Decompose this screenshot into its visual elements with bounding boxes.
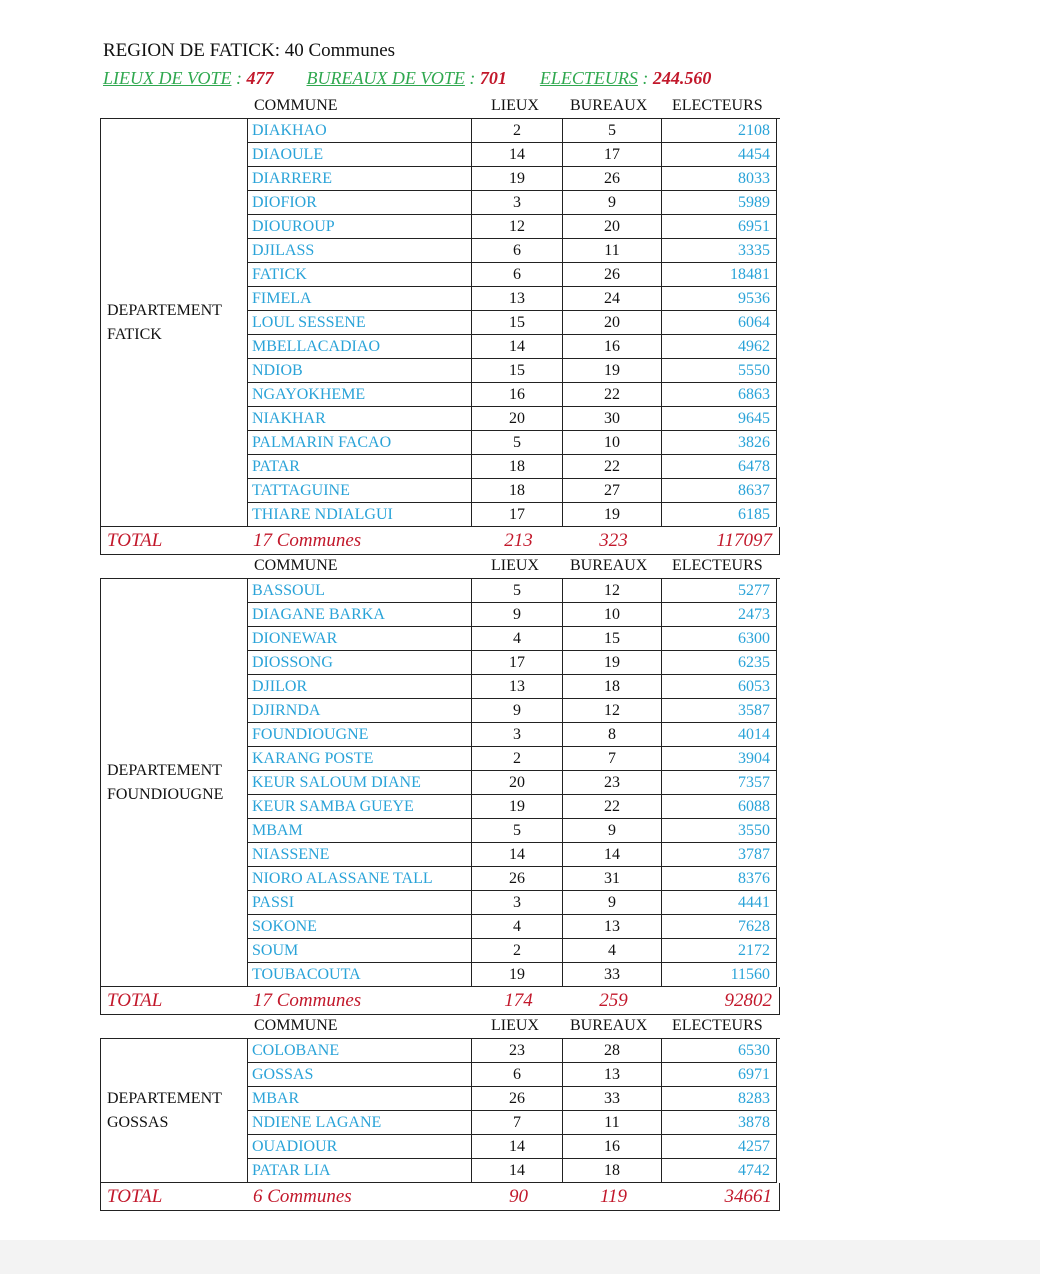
commune-electeurs: 2108 xyxy=(662,119,777,143)
commune-electeurs: 6478 xyxy=(662,455,777,479)
commune-name: DIAOULE xyxy=(248,143,472,167)
commune-lieux: 18 xyxy=(472,479,563,503)
commune-bureaux: 10 xyxy=(563,603,662,627)
commune-electeurs: 8376 xyxy=(662,867,777,891)
commune-electeurs: 9645 xyxy=(662,407,777,431)
commune-lieux: 16 xyxy=(472,383,563,407)
commune-name: KEUR SALOUM DIANE xyxy=(248,771,472,795)
commune-bureaux: 12 xyxy=(563,579,662,603)
commune-name: OUADIOUR xyxy=(248,1135,472,1159)
commune-lieux: 14 xyxy=(472,1135,563,1159)
commune-electeurs: 3904 xyxy=(662,747,777,771)
commune-bureaux: 33 xyxy=(563,1087,662,1111)
commune-electeurs: 2172 xyxy=(662,939,777,963)
commune-bureaux: 10 xyxy=(563,431,662,455)
commune-lieux: 23 xyxy=(472,1039,563,1063)
total-electeurs: 92802 xyxy=(724,990,772,1011)
departement-name-line1: DEPARTEMENT xyxy=(107,1089,222,1107)
communes-table xyxy=(100,578,780,987)
commune-electeurs: 8033 xyxy=(662,167,777,191)
commune-lieux: 6 xyxy=(472,263,563,287)
commune-electeurs: 6971 xyxy=(662,1063,777,1087)
commune-name: NIORO ALASSANE TALL xyxy=(248,867,472,891)
commune-bureaux: 16 xyxy=(563,335,662,359)
commune-lieux: 20 xyxy=(472,771,563,795)
summary-bureaux-label: BUREAUX DE VOTE xyxy=(306,68,465,88)
commune-lieux: 17 xyxy=(472,503,563,527)
commune-lieux: 20 xyxy=(472,407,563,431)
commune-bureaux: 24 xyxy=(563,287,662,311)
summary-bureaux-value: 701 xyxy=(479,68,507,88)
commune-name: PASSI xyxy=(248,891,472,915)
commune-lieux: 13 xyxy=(472,675,563,699)
commune-lieux: 14 xyxy=(472,143,563,167)
commune-bureaux: 14 xyxy=(563,843,662,867)
header-commune: COMMUNE xyxy=(254,97,338,114)
commune-bureaux: 19 xyxy=(563,503,662,527)
total-bureaux: 259 xyxy=(599,990,628,1011)
total-communes-count: 6 Communes xyxy=(253,1186,352,1207)
total-label: TOTAL xyxy=(107,530,163,551)
commune-name: MBELLACADIAO xyxy=(248,335,472,359)
commune-name: DIOUROUP xyxy=(248,215,472,239)
commune-bureaux: 12 xyxy=(563,699,662,723)
total-lieux: 174 xyxy=(504,990,533,1011)
commune-name: NGAYOKHEME xyxy=(248,383,472,407)
total-electeurs: 117097 xyxy=(716,530,772,551)
header-commune: COMMUNE xyxy=(254,557,338,574)
commune-bureaux: 9 xyxy=(563,891,662,915)
commune-name: PATAR xyxy=(248,455,472,479)
departement-name xyxy=(100,579,248,987)
commune-bureaux: 27 xyxy=(563,479,662,503)
commune-bureaux: 17 xyxy=(563,143,662,167)
commune-bureaux: 4 xyxy=(563,939,662,963)
commune-name: MBAM xyxy=(248,819,472,843)
commune-name: PATAR LIA xyxy=(248,1159,472,1183)
commune-electeurs: 4014 xyxy=(662,723,777,747)
header-electeurs: ELECTEURS xyxy=(672,557,763,574)
commune-bureaux: 28 xyxy=(563,1039,662,1063)
commune-bureaux: 30 xyxy=(563,407,662,431)
commune-lieux: 9 xyxy=(472,699,563,723)
commune-lieux: 13 xyxy=(472,287,563,311)
commune-name: PALMARIN FACAO xyxy=(248,431,472,455)
commune-bureaux: 8 xyxy=(563,723,662,747)
total-bureaux: 323 xyxy=(599,530,628,551)
commune-name: DIOSSONG xyxy=(248,651,472,675)
commune-bureaux: 11 xyxy=(563,1111,662,1135)
total-row xyxy=(100,527,780,555)
commune-lieux: 17 xyxy=(472,651,563,675)
commune-lieux: 26 xyxy=(472,867,563,891)
commune-electeurs: 6951 xyxy=(662,215,777,239)
commune-bureaux: 19 xyxy=(563,651,662,675)
total-bureaux: 119 xyxy=(599,1186,628,1207)
column-header-row xyxy=(100,96,780,118)
departement-name-line1: DEPARTEMENT xyxy=(107,301,222,319)
commune-lieux: 9 xyxy=(472,603,563,627)
communes-table xyxy=(100,118,780,527)
commune-lieux: 26 xyxy=(472,1087,563,1111)
commune-bureaux: 13 xyxy=(563,915,662,939)
commune-name: NIASSENE xyxy=(248,843,472,867)
commune-electeurs: 3787 xyxy=(662,843,777,867)
departement-name xyxy=(100,119,248,527)
commune-lieux: 19 xyxy=(472,963,563,987)
commune-electeurs: 4962 xyxy=(662,335,777,359)
header-bureaux: BUREAUX xyxy=(570,1017,648,1034)
commune-name: DIOFIOR xyxy=(248,191,472,215)
departement-section-3 xyxy=(100,1016,780,1211)
header-commune: COMMUNE xyxy=(254,1017,338,1034)
commune-electeurs: 2473 xyxy=(662,603,777,627)
commune-bureaux: 22 xyxy=(563,383,662,407)
commune-electeurs: 8283 xyxy=(662,1087,777,1111)
commune-electeurs: 5277 xyxy=(662,579,777,603)
commune-electeurs: 18481 xyxy=(662,263,777,287)
commune-lieux: 2 xyxy=(472,939,563,963)
commune-electeurs: 5989 xyxy=(662,191,777,215)
total-label: TOTAL xyxy=(107,990,163,1011)
commune-bureaux: 15 xyxy=(563,627,662,651)
commune-bureaux: 5 xyxy=(563,119,662,143)
commune-electeurs: 6863 xyxy=(662,383,777,407)
commune-name: DJIRNDA xyxy=(248,699,472,723)
commune-bureaux: 18 xyxy=(563,675,662,699)
total-communes-count: 17 Communes xyxy=(253,530,362,551)
commune-electeurs: 4257 xyxy=(662,1135,777,1159)
commune-electeurs: 4454 xyxy=(662,143,777,167)
commune-bureaux: 20 xyxy=(563,215,662,239)
commune-name: TATTAGUINE xyxy=(248,479,472,503)
communes-table xyxy=(100,1038,780,1183)
departement-name-line1: DEPARTEMENT xyxy=(107,761,222,779)
commune-lieux: 15 xyxy=(472,359,563,383)
commune-lieux: 12 xyxy=(472,215,563,239)
commune-bureaux: 11 xyxy=(563,239,662,263)
commune-bureaux: 19 xyxy=(563,359,662,383)
commune-electeurs: 3826 xyxy=(662,431,777,455)
departement-name-line2: GOSSAS xyxy=(107,1113,169,1131)
total-electeurs: 34661 xyxy=(724,1186,772,1207)
commune-electeurs: 3550 xyxy=(662,819,777,843)
commune-electeurs: 6300 xyxy=(662,627,777,651)
commune-bureaux: 26 xyxy=(563,263,662,287)
summary-electeurs-value: 244.560 xyxy=(652,68,712,88)
header-electeurs: ELECTEURS xyxy=(672,1017,763,1034)
total-row xyxy=(100,987,780,1015)
commune-name: DIARRERE xyxy=(248,167,472,191)
commune-electeurs: 6530 xyxy=(662,1039,777,1063)
commune-name: BASSOUL xyxy=(248,579,472,603)
commune-name: MBAR xyxy=(248,1087,472,1111)
commune-electeurs: 7357 xyxy=(662,771,777,795)
page-bottom-margin xyxy=(0,1240,1040,1274)
commune-lieux: 18 xyxy=(472,455,563,479)
commune-electeurs: 6235 xyxy=(662,651,777,675)
total-row xyxy=(100,1183,780,1211)
commune-electeurs: 3587 xyxy=(662,699,777,723)
commune-lieux: 3 xyxy=(472,723,563,747)
commune-lieux: 19 xyxy=(472,167,563,191)
commune-name: DIONEWAR xyxy=(248,627,472,651)
commune-bureaux: 23 xyxy=(563,771,662,795)
total-lieux: 90 xyxy=(509,1186,528,1207)
commune-lieux: 5 xyxy=(472,579,563,603)
commune-bureaux: 26 xyxy=(563,167,662,191)
commune-lieux: 19 xyxy=(472,795,563,819)
commune-electeurs: 3335 xyxy=(662,239,777,263)
commune-name: SOKONE xyxy=(248,915,472,939)
commune-electeurs: 6053 xyxy=(662,675,777,699)
commune-bureaux: 16 xyxy=(563,1135,662,1159)
departement-section-2 xyxy=(100,556,780,1015)
commune-electeurs: 4742 xyxy=(662,1159,777,1183)
commune-name: FIMELA xyxy=(248,287,472,311)
commune-lieux: 14 xyxy=(472,335,563,359)
header-bureaux: BUREAUX xyxy=(570,557,648,574)
commune-name: DJILOR xyxy=(248,675,472,699)
commune-electeurs: 3878 xyxy=(662,1111,777,1135)
commune-lieux: 5 xyxy=(472,431,563,455)
region-summary: LIEUX DE VOTE : 477 BUREAUX DE VOTE : 701 ELECTEURS : 244.560 xyxy=(103,68,712,88)
header-electeurs: ELECTEURS xyxy=(672,97,763,114)
commune-name: DIAGANE BARKA xyxy=(248,603,472,627)
commune-name: DIAKHAO xyxy=(248,119,472,143)
commune-bureaux: 9 xyxy=(563,819,662,843)
commune-lieux: 2 xyxy=(472,747,563,771)
commune-electeurs: 6064 xyxy=(662,311,777,335)
column-header-row xyxy=(100,1016,780,1038)
commune-bureaux: 22 xyxy=(563,795,662,819)
commune-electeurs: 9536 xyxy=(662,287,777,311)
commune-name: DJILASS xyxy=(248,239,472,263)
commune-name: KARANG POSTE xyxy=(248,747,472,771)
page-title: REGION DE FATICK: 40 Communes xyxy=(103,40,396,61)
commune-electeurs: 11560 xyxy=(662,963,777,987)
departement-section-1 xyxy=(100,96,780,555)
commune-lieux: 5 xyxy=(472,819,563,843)
commune-bureaux: 22 xyxy=(563,455,662,479)
commune-bureaux: 20 xyxy=(563,311,662,335)
commune-bureaux: 33 xyxy=(563,963,662,987)
commune-bureaux: 7 xyxy=(563,747,662,771)
commune-name: FATICK xyxy=(248,263,472,287)
commune-name: FOUNDIOUGNE xyxy=(248,723,472,747)
commune-electeurs: 5550 xyxy=(662,359,777,383)
departement-name-line2: FATICK xyxy=(107,325,162,343)
commune-lieux: 14 xyxy=(472,1159,563,1183)
column-header-row xyxy=(100,556,780,578)
header-bureaux: BUREAUX xyxy=(570,97,648,114)
commune-name: NIAKHAR xyxy=(248,407,472,431)
commune-electeurs: 6185 xyxy=(662,503,777,527)
commune-name: COLOBANE xyxy=(248,1039,472,1063)
total-communes-count: 17 Communes xyxy=(253,990,362,1011)
commune-lieux: 2 xyxy=(472,119,563,143)
commune-electeurs: 7628 xyxy=(662,915,777,939)
header-lieux: LIEUX xyxy=(491,97,539,114)
commune-name: NDIENE LAGANE xyxy=(248,1111,472,1135)
commune-name: SOUM xyxy=(248,939,472,963)
summary-lieux-label: LIEUX DE VOTE xyxy=(103,68,232,88)
commune-bureaux: 9 xyxy=(563,191,662,215)
summary-lieux-value: 477 xyxy=(246,68,274,88)
commune-name: KEUR SAMBA GUEYE xyxy=(248,795,472,819)
total-label: TOTAL xyxy=(107,1186,163,1207)
commune-lieux: 15 xyxy=(472,311,563,335)
commune-lieux: 7 xyxy=(472,1111,563,1135)
commune-bureaux: 13 xyxy=(563,1063,662,1087)
commune-lieux: 4 xyxy=(472,627,563,651)
commune-lieux: 3 xyxy=(472,891,563,915)
commune-lieux: 6 xyxy=(472,239,563,263)
commune-electeurs: 8637 xyxy=(662,479,777,503)
commune-lieux: 6 xyxy=(472,1063,563,1087)
commune-lieux: 14 xyxy=(472,843,563,867)
commune-bureaux: 18 xyxy=(563,1159,662,1183)
commune-lieux: 3 xyxy=(472,191,563,215)
total-lieux: 213 xyxy=(504,530,533,551)
commune-name: TOUBACOUTA xyxy=(248,963,472,987)
commune-name: THIARE NDIALGUI xyxy=(248,503,472,527)
commune-electeurs: 4441 xyxy=(662,891,777,915)
header-lieux: LIEUX xyxy=(491,557,539,574)
departement-name-line2: FOUNDIOUGNE xyxy=(107,785,224,803)
commune-name: NDIOB xyxy=(248,359,472,383)
summary-electeurs-label: ELECTEURS xyxy=(539,68,638,88)
commune-bureaux: 31 xyxy=(563,867,662,891)
departement-name xyxy=(100,1039,248,1183)
commune-electeurs: 6088 xyxy=(662,795,777,819)
commune-name: LOUL SESSENE xyxy=(248,311,472,335)
header-lieux: LIEUX xyxy=(491,1017,539,1034)
commune-name: GOSSAS xyxy=(248,1063,472,1087)
commune-lieux: 4 xyxy=(472,915,563,939)
